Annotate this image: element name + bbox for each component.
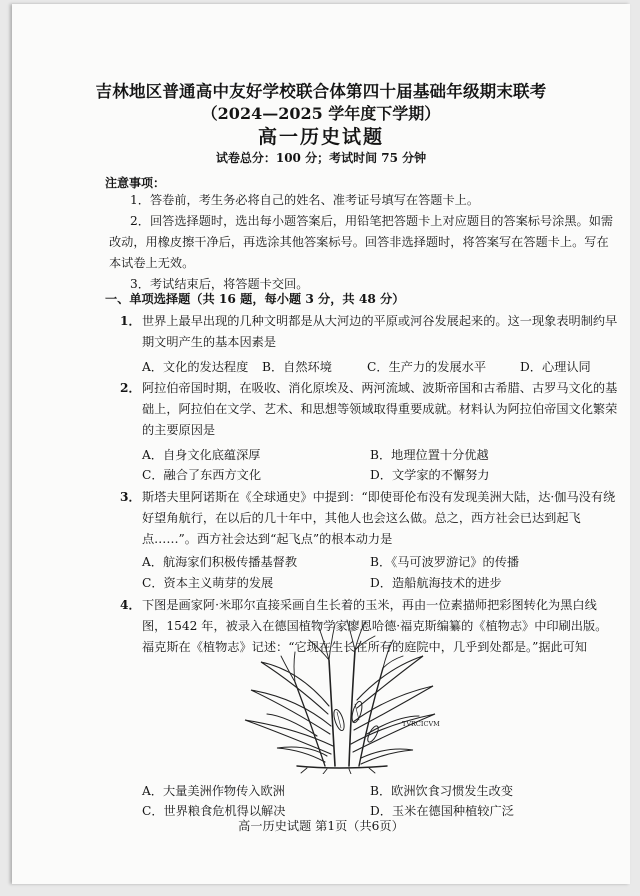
page-footer: 高一历史试题 第1页（共6页） xyxy=(238,819,404,833)
exam-subject: 高一历史试题 xyxy=(257,126,384,148)
notice-item-1: 1．答卷前，考生务必将自己的姓名、准考证号填写在答题卡上。 xyxy=(130,193,480,207)
notice-item-2: 2．回答选择题时，选出每小题答案后，用铅笔把答题卡上对应题目的答案标号涂黑。如需改动，用橡皮擦干净后，再选涂其他答案标号。回答非选择题时，将答案写在答题卡上。写在本试卷上无效。 xyxy=(109,214,614,270)
option-b: B．自然环境 xyxy=(262,360,332,374)
section-heading: 一、单项选择题（共 16 题，每小题 3 分，共 48 分） xyxy=(105,292,405,306)
option-b: B．《马可波罗游记》的传播 xyxy=(370,555,520,569)
question-2 xyxy=(120,378,618,441)
option-d: D．玉米在德国种植较广泛 xyxy=(370,804,514,818)
option-b: B．地理位置十分优越 xyxy=(370,448,489,462)
exam-info: 试卷总分：100 分；考试时间 75 分钟 xyxy=(215,151,427,165)
question-number: 3． xyxy=(120,490,141,504)
exam-page xyxy=(12,4,630,884)
question-number: 4． xyxy=(120,598,141,612)
question-number: 1． xyxy=(120,314,141,328)
maize-illustration xyxy=(237,616,449,774)
question-text: 下图是画家阿·米耶尔直接采画自生长着的玉米，再由一位素描师把彩图转化为黑白线图，1542 年，被录入在德国植物学家廖恩哈德·福克斯编纂的《植物志》中印刷出版。福克斯在《植物志》记述：“它现在生长在所有的庭院中，几乎到处都是。”据此可知 xyxy=(142,598,608,654)
question-number: 2． xyxy=(120,381,141,395)
option-a: A．文化的发达程度 xyxy=(142,360,249,374)
notice-heading: 注意事项： xyxy=(105,176,166,190)
option-c: C．资本主义萌芽的发展 xyxy=(142,576,274,590)
option-d: D．文学家的不懈努力 xyxy=(370,468,490,482)
option-c: C．生产力的发展水平 xyxy=(367,360,487,374)
option-a: A．自身文化底蕴深厚 xyxy=(142,448,261,462)
figure-caption: TVRCICVM xyxy=(402,720,440,728)
notice-item-3: 3．考试结束后，将答题卡交回。 xyxy=(130,277,309,291)
option-c: C．融合了东西方文化 xyxy=(142,468,262,482)
option-c: C．世界粮食危机得以解决 xyxy=(142,804,286,818)
question-3 xyxy=(120,487,618,550)
question-text: 斯塔夫里阿诺斯在《全球通史》中提到：“即使哥伦布没有发现美洲大陆，达·伽马没有绕好望角航行，在以后的几十年中，其他人也会这么做。总之，西方社会已达到起飞点……”。西方社会达到“起飞点”的根本动力是 xyxy=(142,490,616,546)
exam-year: （2024—2025 学年度下学期） xyxy=(201,104,441,123)
option-b: B．欧洲饮食习惯发生改变 xyxy=(370,784,514,798)
option-d: D．造船航海技术的进步 xyxy=(370,576,502,590)
exam-title: 吉林地区普通高中友好学校联合体第四十届基础年级期末联考 xyxy=(95,82,547,101)
question-text: 阿拉伯帝国时期，在吸收、消化原埃及、两河流域、波斯帝国和古希腊、古罗马文化的基础上，阿拉伯在文学、艺术、和思想等领域取得重要成就。材料认为阿拉伯帝国文化繁荣的主要原因是 xyxy=(142,381,618,437)
question-text: 世界上最早出现的几种文明都是从大河边的平原或河谷发展起来的。这一现象表明制约早期文明产生的基本因素是 xyxy=(142,314,618,349)
option-a: A．大量美洲作物传入欧洲 xyxy=(142,784,285,798)
question-1 xyxy=(120,311,618,353)
option-a: A．航海家们积极传播基督教 xyxy=(142,555,298,569)
option-d: D．心理认同 xyxy=(520,360,591,374)
